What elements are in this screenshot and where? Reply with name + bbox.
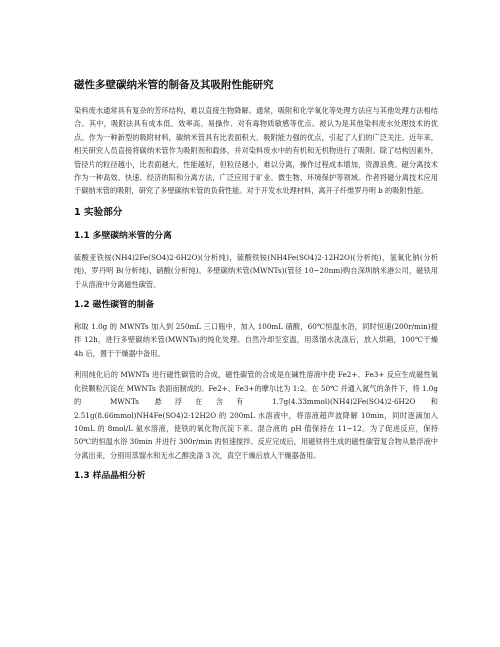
materials-paragraph: 硫酸亚铁铵(NH4)2Fe(SO4)2·6H2O)(分析纯)，硫酸铁铵(NH4Fe(SO4)2·12H2O)(分析纯)，氢氧化钠(分析纯)，罗丹明 B(分析纯)，硝酸(分析纯)。多壁碳纳米管(MWNTs)(管径 10~20nm)购自深圳纳米港公司，磁铁用于从溶液中分离磁性碳管。 <box>74 252 438 289</box>
subsection-heading-separation: 1.1 多壁碳纳米管的分离 <box>74 230 172 241</box>
purification-paragraph: 称取 1.0g 的 MWNTs 加入到 250mL 三口瓶中，加入 100mL 硝酸，60℃恒温水浴，同时恒速(200r/min)搅拌 12h，进行多壁碳纳米管(MWNTs)的纯化处理。自然冷却至室温，用蒸馏水洗涤后，放入烘箱，100℃干燥 4h 后，置于干燥器中备用。 <box>74 322 438 358</box>
intro-paragraph: 染料废水通常具有复杂的芳环结构，难以直接生物降解。通常，吸附和化学氧化等处理方法应与其他处理方法相结合。其中，吸附法具有成本低、效率高、易操作、对有毒物质敏感等优点。被认为是其他染料废水处理技术的优点。作为一种新型的吸附材料，碳纳米管具有比表面积大、吸附能力强的优点，引起了人们的广泛关注。近年来，相关研究人员直接将碳纳米管作为吸附剂和载体，并对染料废水中的有机和无机物进行了吸附。除了结构因素外，管径片的粒径越小，比表面越大，性能越好，但粒径越小，难以分离，操作过程成本增加，资源浪费。磁分离技术作为一种高效、快速、经济的阳和分离方法，广泛应用于矿业、微生物、环境保护等领域。作者将磁分离技术应用于碳纳米管的吸附，研究了多壁碳纳米管的负荷性能。对于开发水处理材料，离开子纤维罗丹明 b 的吸附性能。 <box>74 106 438 196</box>
subsection-heading-preparation: 1.2 磁性碳管的制备 <box>74 300 155 311</box>
article-body <box>74 78 438 491</box>
article-title: 磁性多壁碳纳米管的制备及其吸附性能研究 <box>74 79 274 91</box>
synthesis-paragraph: 利用纯化后的 MWNTs 进行磁性碳管的合成，磁性碳管的合成是在碱性溶液中使 Fe2+、Fe3+ 反应生成磁性氧化铁颗粒沉淀在 MWNTs 表面而制成的。Fe2+、Fe3+的摩尔比为 1:2。在 50℃ 并通入氮气的条件下，将 1.0g 的 MWNTs 悬浮在含有 1.7g(4.33mmol)(NH4)2Fe(SO4)2·6H2O 和 2.51g(8.66mmol)NH4Fe(SO4)2·12H2O 的 200mL 水溶液中，将溶液超声波降解 10min，同时逐滴加入 10mL 的 8mol/L 氨水溶液，使铁的氧化物沉淀下来。混合液的 pH 值保持在 11~12。为了促进反应，保持 50℃的恒温水浴 30min 并进行 300r/min 的恒速搅拌。反应完成后，用磁铁将生成的磁性碳管复合物从悬浮液中分离出来，分别用蒸馏水和无水乙醇洗涤 3 次，真空干燥后放入干燥器备用。 <box>74 370 438 460</box>
section-heading-experimental: 1 实验部分 <box>74 206 123 218</box>
subsection-heading-crystal-analysis: 1.3 样品晶相分析 <box>74 471 146 482</box>
